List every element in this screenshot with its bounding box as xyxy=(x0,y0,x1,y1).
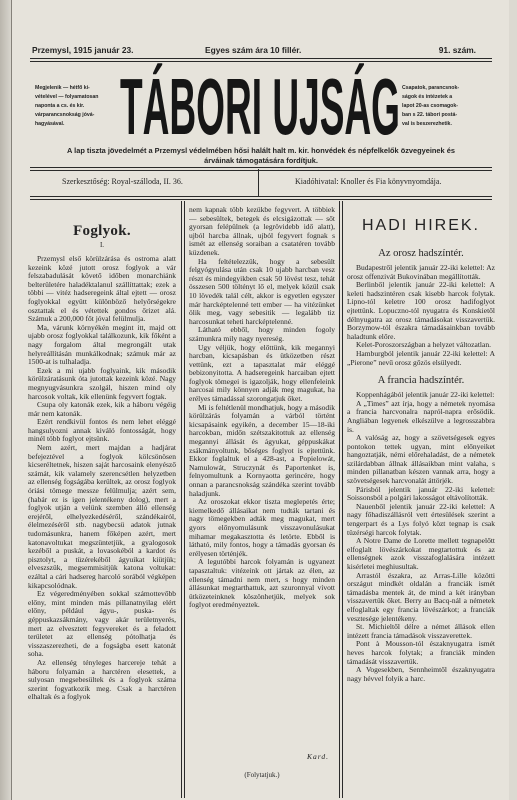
article-paragraph: Przemysl első körülzárása és ostroma alatt kezeink közé jutott orosz foglyok a vár felszabadulását követő időben monarchiánk belterületére haladéktalanul szállíttattak; ezek a többi — vitéz hadseregeink által ejtett — orosz foglyokkal együtt különböző helyőrségekre osztattak el és vétettek gondos őrizet alá. Számuk a 200,000 főt jóval felülmulja. xyxy=(28,254,176,324)
news-paragraph: Pont à Mousson-tól északnyugatra ismét heves harcok folytak; a franciák minden támadását visszavertük. xyxy=(347,639,495,666)
news-paragraph: A valóság az, hogy a szövetségesek egyes pontokon tettek ugyan, mint előnyeiket hangoztatják, némi előrehaladást, de a németek szilárdabban állnak állásaikban mint valaha, s minden pillanatban készen vannak arra, hogy a szövetségesek harcvonalát áttörjék. xyxy=(347,433,495,486)
issue-price: Egyes szám ára 10 fillér. xyxy=(205,45,302,55)
news-column xyxy=(347,204,495,798)
news-paragraph: A Notre Dame de Lorette mellett tegnapelőtt elfoglalt lövészárkokat megtartottuk és az ellenségnek azok visszafoglalására intézett kisérletei meghiusultak. xyxy=(347,536,495,571)
news-paragraph: Budapestről jelentik január 22-iki kelettel: Az orosz offenzivát Bukovinában megállították. xyxy=(347,263,495,281)
news-paragraph: Arrastól északra, az Arras-Lille közötti országut mindkét oldalán a franciák ismét támadásba mentek át, de mind a két irányban visszavertük őket. Berry au Bacq-nál a németek elfoglaltak egy francia lövészárkot; a franciák vesztesége jelentékeny. xyxy=(347,570,495,623)
article-paragraph: Az ellenség tényleges harcereje tehát a háboru folyamán a harctéren elesettek, a sulyosan megsebesültek és a foglyok száma szerint fogyatkozik meg. Csak a harctéren elhaltak és a foglyok xyxy=(28,657,176,702)
article-paragraph: Ha feltételezzük, hogy a sebesült felgyógyulása után csak 10 ujabb harcban vesz részt és mindegyikben csak 50 lövést tesz, tehát összesen 500 töltényt lő el, melyek közül csak 10 lövedék talál célt, akkor is egyetlen egyszer már harcképtelenné tett ember — ha vitézünket ölik meg, vagy sebesitik — legalább tiz harcosunkat teheti harcképtelenné. xyxy=(189,256,335,326)
scan-binding-shadow xyxy=(0,0,11,800)
article-paragraph: Nem azért, mert majdan a hadjárat befejeztével a foglyok kölcsönösen kicseréltetnek, hiszen saját harcosaink elenyésző számát, kik valamely szerencsétlen helyzetben az ellenség fogságába kerültek, az orosz foglyok óriási tömege messze felülmulja; azért sem, (habár ez is igen jelentékeny dolog), mert a foglyok utján a velünk szemben álló ellenség erejéről, elhelyezkedéséről, szándékairól, élelmezéséről stb. nagybecsü adatok jutnak tudomásunkra, hanem főképen azért, mert katonavoltukat megszüntetjük, a gyalogosok kezéből a puskát, a lovasokéból a kardot és pisztolyt, a tüzérekéből ágyuikat kiütjük; elveszszük, megsemmisitjük katona voltukat: ezáltal a cári hadsereg harcoló sorából végképen kikapcsolódnak. xyxy=(28,443,176,590)
article-paragraph: Ezért rendkivül fontos és nem lehet eléggé hangsulyozni annak kiváló fontosságát, hogy minél több foglyot ejtsünk. xyxy=(28,417,176,444)
news-paragraph: Nauenből jelentik január 22-iki kelettel: A nagy főhadiszállásról vett értesülések szerint a tengerpart és a Lys folyó közt tegnap is csak tüzérségi harcok folytak. xyxy=(347,501,495,537)
notice-line: Csapatok, parancsnok- xyxy=(402,85,460,91)
dedication-line-2: árváinak támogatására fordítjuk. xyxy=(204,156,318,165)
newspaper-title-text: TÁBORI UJSÁG xyxy=(120,62,400,140)
news-paragraph: Hamburgból jelentik január 22-iki kelettel: A „Pierone” nevű orosz gőzös elsülyedt. xyxy=(347,348,495,367)
article-paragraph: Ezek a mi ujabb foglyaink, kik második körülzáratásunk óta jutottak kezeink közé. Nagy megnyugvásunkra szolgál, hiszen mind oly harcosok voltak, kik ellenünk fegyvert fogtak. xyxy=(28,365,176,401)
masthead-top-line xyxy=(30,45,492,57)
notice-line: lapot 20-as csomagok- xyxy=(402,103,458,109)
article-paragraph: Ma, várunk környékén megint itt, majd ott ujabb orosz foglyokkal találkozunk, kik főként a nagy forgalom által megrongált utak helyreállításán munkálkodnak; számuk már az 1500-at is tulhaladja. xyxy=(28,322,176,367)
column-rule xyxy=(181,201,182,798)
scan-binding-edge xyxy=(11,0,12,800)
news-heading: HADI HIREK. xyxy=(361,217,480,234)
article-paragraph: Látható ebből, hogy minden fogoly számunkra mily nagy nyereség. xyxy=(189,325,335,343)
notice-line: val is beszerezhetik. xyxy=(402,121,452,127)
article-continued-note: (Folytatjuk.) xyxy=(244,771,280,779)
article-paragraph: Csupa oly katonák ezek, kik a háboru végéig már nem katonák. xyxy=(28,400,176,418)
notice-line: várparancsnokság jóvá- xyxy=(35,112,95,118)
article-column-2 xyxy=(189,206,335,750)
publication-notice xyxy=(35,84,115,129)
article-paragraph: Ugy véljük, hogy előttünk, kik megannyi harcban, kicsapásban és ütközetben részt vettünk, ezt a tapasztalat már eléggé bebizonyitotta. A hadseregeink harcaiban ejtett foglyok tömegei is igazolják, hogy ellenfeleink harcosai mily könnyen adják meg magukat, ha erélyes támadással szorongatjuk őket. xyxy=(189,342,335,404)
article-signature: Kard. xyxy=(306,752,329,761)
news-paragraph: Kelet-Poroszországban a helyzet változatlan. xyxy=(356,340,491,350)
notice-line: ban s 22. tábori postá- xyxy=(402,112,458,118)
news-paragraph: Párisból jelentik január 22-iki kelettel: Soissonsból a polgári lakosságot eltávolították. xyxy=(347,484,495,503)
news-paragraph: Berlinből jelentik január 22-iki kelettel: A keleti hadszintéren csak kisebb harcok folytak. Lipno-tól keletre 100 orosz hadifoglyot ejtettünk. Lopuczno-tól nyugatra és Konskietől délnyugatra az orosz támadásokat visszavertük. Borzymow-tól északra támadásainkban tovább haladtunk előre. xyxy=(347,280,495,341)
masthead-rule-bottom xyxy=(30,196,492,200)
notice-line: ságok és intézetek a xyxy=(402,94,453,100)
article-paragraph: Az oroszokat ekkor tiszta meglepetés érte; kiemelkedő állásaikat nem tudták tartani és nagy tömegekben adták meg magukat, mert gyors előnyomulásunk visszavonulásukat mihamar megakasztotta és letörte. Ebből is látható, mily fontos, hogy a támadás gyorsan és erélyesen történjék. xyxy=(189,497,335,558)
news-paragraph: A „Times” azt írja, hogy a németek nyomása a francia harcvonalra napról-napra erősödik. Angliában legyenek elkészülve a legrosszabbra is. xyxy=(347,398,495,434)
place-date: Przemysl, 1915 január 23. xyxy=(32,45,134,55)
article-paragraph: Ez végeredményében sokkal számottevőbb előny, mint minden más pillanatnyilag elért előny, például ágyu-, puska- és géppuskazsákmány, vagy akár területnyerés, mert az elvesztett fegyvereket és a feladott területet az ellenség pótolhatja és visszaszerezheti, de a fogságba esett katonát soha. xyxy=(28,589,176,659)
article-column-1 xyxy=(28,204,176,798)
article-paragraph: A legutóbbi harcok folyamán is ugyanezt tapasztaltuk: vitézeink ott jártak az élen, az ellenség támadni nem mert, s hogy minden állásunkat megtarthattuk, azt szuronnyal vívott ütközeteinknek köszönhetjük, melyek sok foglyot eredményeztek. xyxy=(189,557,335,610)
french-front-title: A francia hadszíntér. xyxy=(377,375,465,387)
notice-line: naponta a cs. és kir. xyxy=(35,103,85,109)
column-rule xyxy=(184,201,185,798)
notice-line: vételével — folyamatosan xyxy=(35,94,99,100)
article-part-number: I. xyxy=(99,241,105,249)
masthead-rule-middle xyxy=(30,167,492,171)
distribution-notice xyxy=(402,84,482,129)
publisher: Kiadóhivatal: Knoller és Fia könyvnyomdája. xyxy=(295,177,442,186)
russian-front-title: Az orosz hadszíntér. xyxy=(378,248,464,259)
column-rule xyxy=(342,201,343,798)
notice-line: hagyásával. xyxy=(35,121,65,127)
dedication-line-1: A lap tiszta jövedelmét a Przemysl védelmében hősi halált halt m. kir. honvédek és népfelkelők özvegyeinek és xyxy=(67,146,455,155)
notice-line: Megjelenik — hétfő ki- xyxy=(35,85,90,91)
newspaper-title xyxy=(118,60,402,140)
article-paragraph: Mi is feltétlenül mondhatjuk, hogy a második körülzárás folyamán a várból történt kicsapásaink egyikén, a december 15—18-iki harcokban, midőn szétszakitottuk az ellenség megannyi állását és ágyukat, géppuskákat zsákmányoltunk, bőséges foglyot is ejtettünk. Ekkor foglaltuk el a 428-ast, a Popielowát, Namulowát, Struczynát és Paportenket is, felnyomultunk a Kornyaotta gerincére, hogy onnan a parancsnokság szándéka szerint tovább haladjunk. xyxy=(189,402,335,498)
editorial-office: Szerkesztőség: Royal-szálloda, II. 36. xyxy=(62,177,183,186)
article-title: Foglyok. xyxy=(73,223,131,239)
office-divider xyxy=(258,169,259,197)
news-paragraph: Koppenhágából jelentik január 22-iki kelettel: xyxy=(356,390,495,400)
column-rule xyxy=(339,201,340,798)
news-paragraph: A Vogesekben, Sennheimtől északnyugatra nagy hévvel folyik a harc. xyxy=(347,665,495,683)
scan-right-edge xyxy=(509,0,517,800)
issue-number: 91. szám. xyxy=(438,45,476,55)
article-paragraph: nem kapnak több kezükbe fegyvert. A többiek — sebesültek, betegek és elcsigázottak — sőt gyorsan felépülnek (a legrövidebb idő alatt), ujból harcba állnak, ujból fegyvert fognak s ismét az ellenség soraiban a csatatéren tovább küzdenek. xyxy=(189,206,335,257)
news-paragraph: St. Michieltől délre a német állások ellen intézett francia támadások visszaverettek. xyxy=(347,622,495,640)
